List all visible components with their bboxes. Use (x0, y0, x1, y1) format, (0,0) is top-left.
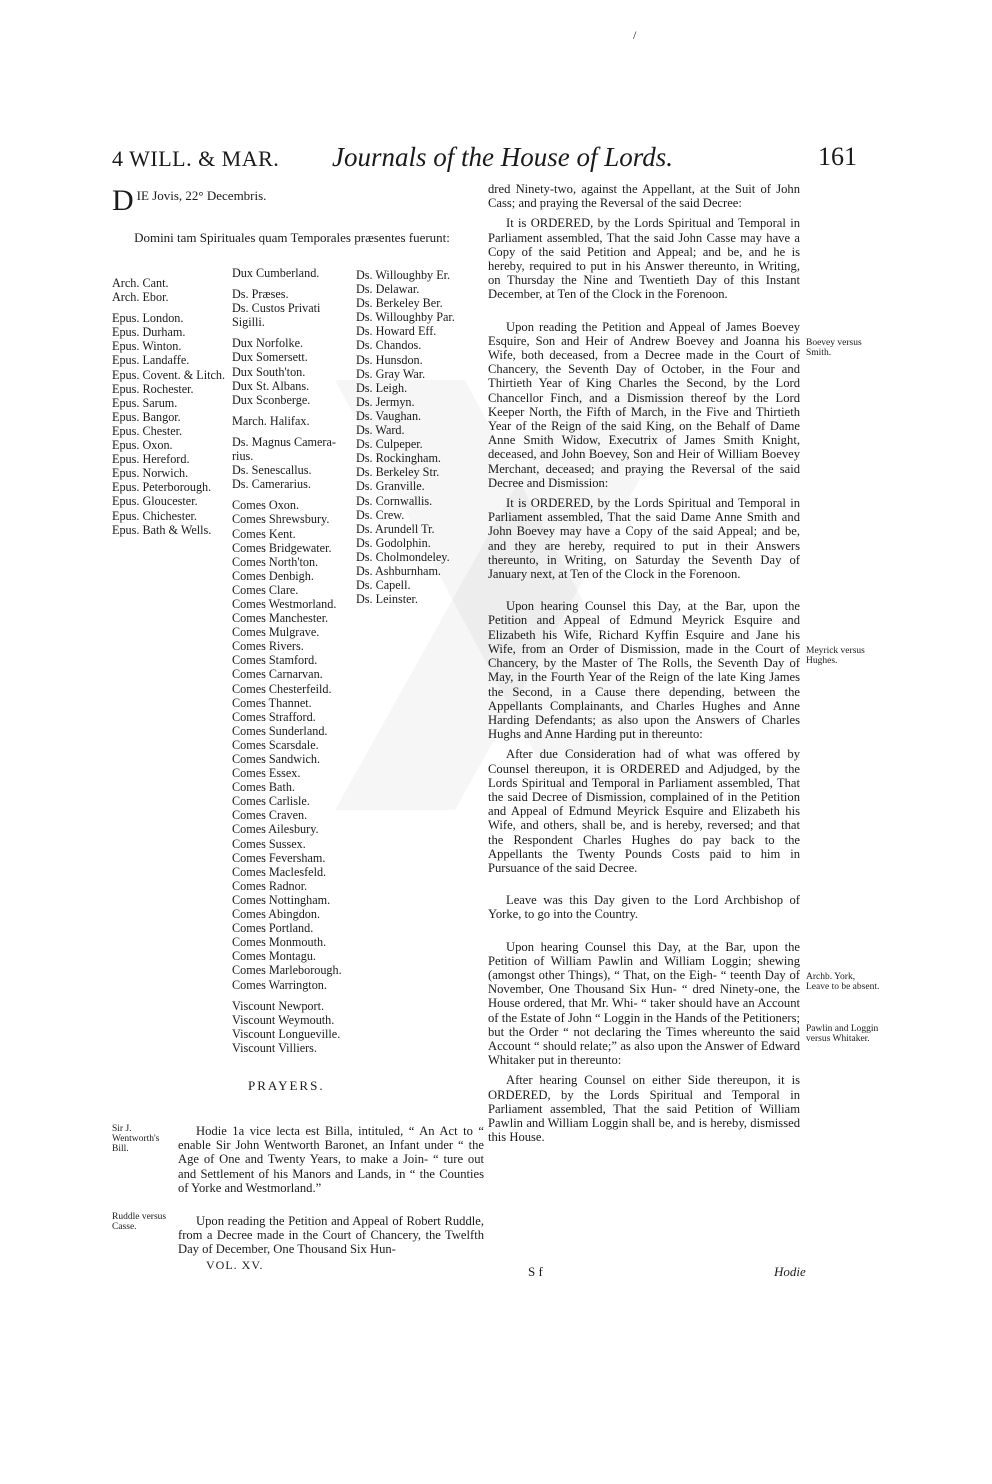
margin-note-pawlin: Pawlin and Loggin versus Whitaker. (806, 1024, 879, 1044)
margin-note-ruddle: Ruddle versus Casse. (112, 1212, 167, 1232)
peer-entry: Comes Rivers. (232, 639, 304, 654)
peer-entry: Ds. Præses. (232, 287, 289, 302)
peer-entry: Comes Abingdon. (232, 907, 321, 922)
ruddle-paragraph: Upon reading the Petition and Appeal of Robert Ruddle, from a Decree made in the Court of Chancery, the Twelfth Day of December, One Thousand Six Hun- (178, 1214, 484, 1257)
baron-entry: Ds. Arundell Tr. (356, 521, 435, 536)
peer-entry: Comes Craven. (232, 808, 308, 823)
bishop-entry: Epus. Hereford. (112, 452, 190, 467)
peer-entry: Viscount Longueville. (232, 1026, 341, 1041)
ruddle-continuation: dred Ninety-two, against the Appellant, at the Suit of John Cass; and praying the Reversal of the said Decree: (488, 182, 800, 211)
peers-list (232, 266, 352, 1055)
baron-entry: Ds. Jermyn. (356, 394, 415, 409)
peer-entry: Dux Somersett. (232, 350, 308, 365)
bishop-entry: Epus. Chester. (112, 423, 183, 438)
peer-entry: rius. (232, 449, 254, 464)
peer-entry: Ds. Magnus Camera- (232, 434, 336, 449)
bishop-entry: Epus. Landaffe. (112, 353, 190, 368)
baron-entry: Ds. Ashburnham. (356, 563, 441, 578)
peer-entry: Comes Thannet. (232, 695, 312, 710)
peer-entry: Comes Strafford. (232, 709, 316, 724)
bishop-entry: Epus. Covent. & Litch. (112, 367, 226, 382)
bishop-entry: Epus. Bath & Wells. (112, 522, 212, 537)
margin-note-archbishop: Archb. York, Leave to be absent. (806, 972, 880, 992)
running-header (112, 140, 857, 180)
baron-entry: Ds. Leigh. (356, 380, 408, 395)
baron-entry: Ds. Crew. (356, 507, 405, 522)
prayers-heading: PRAYERS. (248, 1078, 325, 1093)
margin-note-wentworth: Sir J. Wentworth's Bill. (112, 1124, 160, 1154)
peer-entry: Comes Marleborough. (232, 963, 342, 978)
peer-entry: Comes Stamford. (232, 653, 318, 668)
volume-number: VOL. XV. (206, 1258, 264, 1272)
peer-entry: Comes Carlisle. (232, 794, 310, 809)
bishop-entry: Epus. Durham. (112, 325, 186, 340)
baron-entry: Ds. Berkeley Str. (356, 465, 440, 480)
peer-entry: Comes Oxon. (232, 498, 300, 513)
baron-entry: Ds. Howard Eff. (356, 324, 437, 339)
peer-entry: Comes Ailesbury. (232, 822, 319, 837)
peer-entry: Comes Scarsdale. (232, 737, 319, 752)
peer-entry: March. Halifax. (232, 413, 310, 428)
journal-title: Journals of the House of Lords. (332, 142, 674, 172)
peer-entry: Comes Westmorland. (232, 596, 337, 611)
peer-entry: Comes Clare. (232, 582, 299, 597)
peer-entry: Comes Sunderland. (232, 723, 328, 738)
peer-entry: Comes Maclesfeld. (232, 864, 327, 879)
peer-entry: Dux Sconberge. (232, 392, 311, 407)
bishop-entry: Arch. Ebor. (112, 290, 169, 305)
order-boevey: It is ORDERED, by the Lords Spiritual and Temporal in Parliament assembled, That the said Dame Anne Smith and John Boevey may have a Copy of the said Appeal; and be, and they are hereby, required to put in their Answers thereunto, in Writing, on Saturday the Seventh Day of January next, at Ten of the Clock in the Forenoon. (488, 496, 800, 582)
barons-list (356, 268, 481, 606)
peer-entry (232, 407, 352, 414)
peer-entry: Viscount Villiers. (232, 1040, 317, 1055)
baron-entry: Ds. Rockingham. (356, 451, 441, 466)
peer-entry: Comes North'ton. (232, 554, 319, 569)
bishop-entry: Epus. Bangor. (112, 409, 181, 424)
baron-entry: Ds. Culpeper. (356, 437, 423, 452)
wentworth-bill-paragraph: Hodie 1a vice lecta est Billa, intituled, “ An Act to “ enable Sir John Wentworth Baronet, an Infant under “ the Age of One and Twenty Years, to make a Join- “ ture out and Settlement of his Manors and Lands, in “ the Counties of Yorke and Westmorland.” (178, 1124, 484, 1195)
order-casse: It is ORDERED, by the Lords Spiritual and Temporal in Parliament assembled, That the said John Casse may have a Copy of the said Petition and Appeal; and be, and he is hereby, required to put in his Answer thereunto, in Writing, on Thursday the Nine and Twentieth Day of this Instant December, at Ten of the Clock in the Forenoon. (488, 216, 800, 302)
peer-entry: Ds. Senescallus. (232, 463, 312, 478)
peer-entry: Comes Warrington. (232, 977, 327, 992)
attendance-heading: Domini tam Spirituales quam Temporales præsentes fuerunt: (134, 230, 450, 245)
peer-entry: Comes Bath. (232, 780, 295, 795)
signature-mark: S f (528, 1264, 543, 1279)
peer-entry: Comes Monmouth. (232, 935, 327, 950)
bishop-entry: Epus. Chichester. (112, 508, 197, 523)
peer-entry (232, 329, 352, 336)
page-number: 161 (818, 142, 857, 171)
peer-entry: Comes Carnarvan. (232, 667, 323, 682)
peer-entry: Comes Kent. (232, 526, 296, 541)
baron-entry: Ds. Berkeley Ber. (356, 296, 443, 311)
left-column-top (112, 182, 482, 245)
boevey-petition: Upon reading the Petition and Appeal of James Boevey Esquire, Son and Heir of Andrew Boevey and Joanna his Wife, both deceased, from a Decree made in the Court of Chancery, the Seventh Day of October, in the Four and Thirtieth Year of King Charles the Second, by the Lord Chancellor Finch, and a Dismission thereof by the Lord Keeper North, the Fifth of March, in the Five and Thirtieth Year of the Reign of the said King, on the Behalf of Dame Anne Smith Widow, Executrix of James Smith Knight, deceased, and John Boevey, Son and Heir of William Boevey Merchant, deceased; and praying the Reversal of the said Decree and Dismission: (488, 319, 800, 490)
baron-entry: Ds. Gray War. (356, 366, 426, 381)
bishop-entry: Epus. Norwich. (112, 466, 189, 481)
bishop-entry: Epus. Gloucester. (112, 494, 198, 509)
peer-entry: Ds. Camerarius. (232, 477, 311, 492)
baron-entry: Ds. Granville. (356, 479, 425, 494)
peer-entry: Comes Denbigh. (232, 568, 314, 583)
peer-entry: Comes Radnor. (232, 878, 308, 893)
peer-entry: Comes Mulgrave. (232, 625, 320, 640)
peer-entry (232, 491, 352, 498)
baron-entry: Ds. Ward. (356, 423, 405, 438)
peer-entry: Comes Sandwich. (232, 752, 321, 766)
peer-entry: Comes Chesterfeild. (232, 681, 332, 696)
peer-entry: Comes Feversham. (232, 850, 326, 865)
regnal-year: 4 WILL. & MAR. (112, 146, 280, 171)
baron-entry: Ds. Hunsdon. (356, 352, 423, 367)
peer-entry: Comes Essex. (232, 766, 301, 781)
drop-cap: D (112, 184, 134, 217)
margin-note-meyrick: Meyrick versus Hughes. (806, 646, 865, 666)
baron-entry: Ds. Willoughby Par. (356, 310, 455, 325)
peer-entry: Dux St. Albans. (232, 378, 310, 393)
pawlin-order: After hearing Counsel on either Side thereupon, it is ORDERED, by the Lords Spiritual and Temporal in Parliament assembled, That the said Petition of William Pawlin and William Loggin shall be, and is hereby, dismissed this House. (488, 1073, 800, 1145)
peer-entry: Comes Nottingham. (232, 892, 331, 907)
peer-entry: Comes Sussex. (232, 836, 306, 851)
peer-entry: Comes Bridgewater. (232, 540, 332, 555)
bishop-entry: Epus. London. (112, 311, 184, 326)
bishop-entry: Arch. Cant. (112, 276, 169, 290)
pawlin-petition: Upon hearing Counsel this Day, at the Bar, upon the Petition of William Pawlin and William Loggin; shewing (amongst other Things), “ That, on the Eigh- “ teenth Day of November, One Thousand Six Hun- “ dred Ninety-one, the House ordered, that Mr. Whi- “ taker should have an Account of the Estate of John “ Loggin in the Hands of the Petitioners; but the Order “ not declaring the Times whereunto the said Account “ should relate;” as also upon the Answer of Edward Whitaker put in thereunto: (488, 939, 800, 1068)
meyrick-judgment: After due Consideration had of what was offered by Counsel thereupon, it is ORDERED and Adjudged, by the Lords Spiritual and Temporal in Parliament assembled, That the said Decree of Dismission, complained of in the Petition and Appeal of Edmund Meyrick Esquire and Elizabeth his Wife, and others, shall be, and is hereby, reversed; and that the Respondent Charles Hughes do pay back to the Appellants the Twenty Pounds Costs paid to him in Pursuance of the said Decree. (488, 747, 800, 875)
meyrick-petition: Upon hearing Counsel this Day, at the Bar, upon the Petition and Appeal of Edmund Meyrick Esquire and Elizabeth his Wife, Richard Kyffin Esquire and Jane his Wife, from an Order of Dismission, made in the Court of Chancery, by the Master of The Rolls, the Seventh Day of May, in the Fourth Year of the Reign of the late King James the Second, in a Cause there depending, between the Appellants Complainants, and Charles Hughes and Anne Harding Defendants; as also upon the Answers of Charles Hughs and Anne Harding put in thereunto: (488, 599, 800, 742)
peer-entry: Ds. Custos Privati (232, 301, 321, 316)
peer-entry: Dux Norfolke. (232, 336, 304, 351)
date-line: IE Jovis, 22° Decembris. (136, 188, 267, 203)
baron-entry: Ds. Capell. (356, 578, 411, 593)
die-line (112, 184, 482, 217)
bishop-entry: Epus. Oxon. (112, 438, 173, 453)
baron-entry: Ds. Godolphin. (356, 535, 431, 550)
peer-entry (232, 992, 352, 999)
peer-entry (232, 428, 352, 435)
baron-entry: Ds. Vaughan. (356, 408, 422, 423)
baron-entry: Ds. Cornwallis. (356, 493, 433, 508)
peer-entry: Comes Montagu. (232, 949, 316, 964)
bishop-entry: Epus. Peterborough. (112, 480, 212, 495)
baron-entry: Ds. Chandos. (356, 338, 422, 353)
margin-note-boevey: Boevey versus Smith. (806, 338, 862, 358)
bishop-entry: Epus. Winton. (112, 339, 182, 354)
bishop-entry (112, 304, 222, 311)
baron-entry: Ds. Willoughby Er. (356, 268, 451, 282)
peer-entry: Sigilli. (232, 315, 265, 330)
bishop-entry: Epus. Sarum. (112, 395, 178, 410)
bishop-entry: Epus. Rochester. (112, 381, 194, 396)
peer-entry: Comes Shrewsbury. (232, 512, 330, 527)
right-column (488, 182, 800, 1144)
peer-entry: Viscount Weymouth. (232, 1012, 335, 1027)
peer-entry: Dux South'ton. (232, 364, 306, 379)
peer-entry (232, 280, 352, 287)
page-mark: / (633, 28, 637, 42)
peer-entry: Comes Portland. (232, 921, 314, 936)
bishops-list (112, 276, 226, 537)
archbishop-leave: Leave was this Day given to the Lord Archbishop of Yorke, to go into the Country. (488, 893, 800, 922)
baron-entry: Ds. Cholmondeley. (356, 549, 450, 564)
catchword: Hodie (774, 1264, 806, 1279)
peer-entry: Viscount Newport. (232, 998, 325, 1013)
peer-entry: Dux Cumberland. (232, 266, 320, 280)
baron-entry: Ds. Leinster. (356, 592, 418, 607)
peer-entry: Comes Manchester. (232, 611, 329, 626)
baron-entry: Ds. Delawar. (356, 282, 420, 297)
